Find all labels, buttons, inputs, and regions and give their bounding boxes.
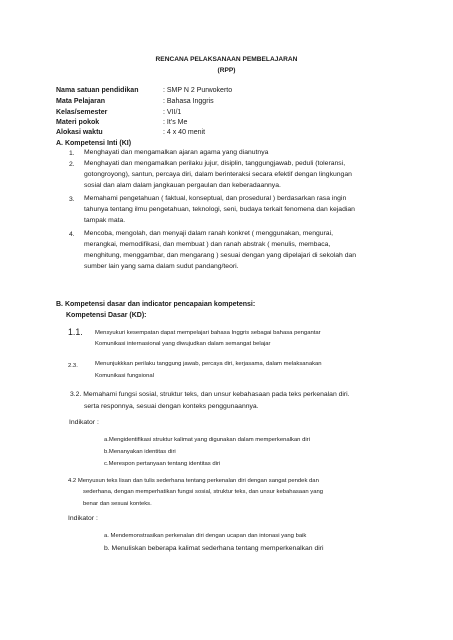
- ki-text-line: Mencoba, mengolah, dan menyaji dalam ranah konkret ( menggunakan, mengurai,: [84, 230, 333, 237]
- identity-label: Mata Pelajaran: [56, 98, 106, 105]
- identity-label: Nama satuan pendidikan: [56, 87, 139, 94]
- indicator-item: a. Mendemonstrasikan perkenalan diri dengan ucapan dan intonasi yang baik: [104, 533, 307, 539]
- identity-value: : Bahasa Inggris: [163, 98, 214, 105]
- identity-label: Alokasi waktu: [56, 129, 103, 136]
- section-b-heading: B. Kompetensi dasar dan indicator pencapaian kompetensi:: [56, 301, 256, 308]
- kd-text-line: Menunjukkkan perilaku tanggung jawab, percaya diri, kerjasama, dalam melaksanakan: [95, 361, 322, 367]
- identity-label: Kelas/semester: [56, 109, 108, 116]
- ki-number: 3.: [69, 196, 75, 203]
- indicator-item: b.Menanyakan identitas diri: [104, 449, 176, 455]
- ki-text-line: tampak mata.: [84, 217, 126, 224]
- identity-label: Materi pokok: [56, 119, 100, 126]
- ki-text-line: Menghayati dan mengamalkan perilaku jujur, disiplin, tanggungjawab, peduli (toleransi,: [84, 160, 346, 167]
- section-a-heading: A. Kompetensi Inti (KI): [56, 140, 132, 147]
- ki-text-line: Memahami pengetahuan ( faktual, konseptual, dan prosedural ) berdasarkan rasa ingin: [84, 195, 347, 202]
- kd-text-line: sederhana, dengan memperhatikan fungsi sosial, struktur teks, dan unsur kebahasaan yang: [83, 489, 324, 495]
- identity-value: : SMP N 2 Purwokerto: [163, 87, 233, 94]
- ki-text-line: sosial dan alam dalam jangkauan pergaulan dan keberadaannya.: [84, 182, 281, 189]
- section-b-subheading: Kompetensi Dasar (KD):: [66, 312, 147, 319]
- kd-text-line: 3.2. Memahami fungsi sosial, struktur teks, dan unsur kebahasaan pada teks perkenalan diri.: [70, 391, 350, 398]
- identity-value: : It’s Me: [163, 119, 188, 126]
- ki-text-line: Menghayati dan mengamalkan ajaran agama yang dianutnya: [84, 149, 269, 156]
- ki-text-line: menghitung, menggambar, dan mengarang ) sesuai dengan yang dipelajari di sekolah dan: [84, 252, 357, 259]
- kd-number: 2.3.: [68, 363, 78, 369]
- ki-number: 1.: [69, 150, 75, 157]
- kd-text-line: benar dan sesuai konteks.: [83, 501, 152, 507]
- ki-text-line: tahunya tentang ilmu pengetahuan, teknologi, seni, budaya terkait fenomena dan kejadian: [84, 206, 355, 213]
- indicator-item: b. Menuliskan beberapa kalimat sederhana tentang memperkenalkan diri: [104, 545, 324, 552]
- ki-number: 2.: [69, 161, 75, 168]
- ki-text-line: merangkai, memodifikasi, dan membuat ) dan ranah abstrak ( menulis, membaca,: [84, 241, 331, 248]
- ki-text-line: sumber lain yang sama dalam sudut pandang/teori.: [84, 263, 239, 270]
- indicator-item: c.Merespon pertanyaan tentang identitas diri: [104, 461, 221, 467]
- indicator-label: Indikator :: [68, 515, 98, 522]
- kd-text-line: 4.2 Menyusun teks lisan dan tulis sederhana tentang perkenalan diri dengan sangat pendek dan: [68, 478, 319, 484]
- indicator-label: Indikator :: [69, 419, 99, 426]
- kd-text-line: Mensyukuri kesempatan dapat mempelajari bahasa Inggris sebagai bahasa pengantar: [95, 330, 321, 336]
- document-subtitle: (RPP): [217, 67, 236, 74]
- kd-text-line: Komunikasi internasional yang diwujudkan dalam semangat belajar: [95, 341, 271, 347]
- kd-text-line: serta responnya, sesuai dengan konteks penggunaannya.: [84, 403, 259, 410]
- identity-value: : 4 x 40 menit: [163, 129, 206, 136]
- indicator-item: a.Mengidentifikasi struktur kalimat yang digunakan dalam memperkenalkan diri: [104, 437, 310, 443]
- kd-text-line: Komunikasi fungsional: [95, 373, 154, 379]
- ki-text-line: gotongroyong), santun, percaya diri, dalam berinteraksi secara efektif dengan lingkungan: [84, 171, 352, 178]
- kd-number: 1.1.: [68, 327, 83, 337]
- ki-number: 4.: [69, 231, 75, 238]
- document-title: RENCANA PELAKSANAAN PEMBELAJARAN: [155, 56, 298, 63]
- identity-value: : VII/1: [163, 109, 182, 116]
